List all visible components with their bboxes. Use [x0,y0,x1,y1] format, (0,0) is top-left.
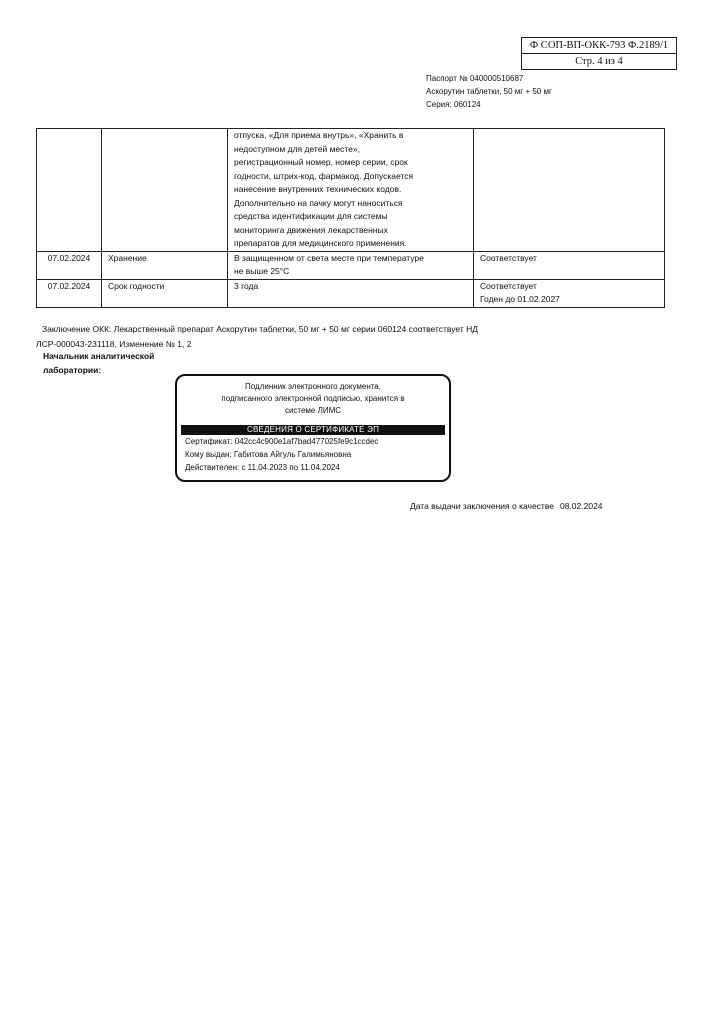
page-number: Стр. 4 из 4 [575,56,623,67]
stamp-notice [177,376,449,425]
passport-number: Паспорт № 040000510687 [426,74,524,83]
issue-date: 08.02.2024 [559,501,603,511]
form-code: Ф СОП-ВП-ОКК-793 Ф.2189/1 [522,38,676,54]
table-row [37,129,665,252]
date-cell [37,129,102,252]
series-number: Серия: 060124 [426,100,481,109]
table-row [37,251,665,279]
table-row [37,279,665,307]
product-name: Аскорутин таблетки, 50 мг + 50 мг [426,87,552,96]
date-cell: 07.02.2024 [37,251,102,279]
qc-conclusion: Заключение ОКК: Лекарственный препарат Аскорутин таблетки, 50 мг + 50 мг серии 060124 соответствует НД ЛСР-000043-231118, Изменение № 1, 2 [36,324,479,349]
indicator-cell: Срок годности [102,279,228,307]
signatory-line-1: Начальник аналитической [43,351,155,361]
stamp-line-2: подписанного электронной подписью, хранится в [221,394,405,403]
certificate-number: Сертификат: 042cc4c900e1af7bad477025fe9c1ccdec [185,437,379,446]
certificate-owner: Кому выдан: Габитова Айгуль Галимьяновна [185,450,352,459]
issue-date-label: Дата выдачи заключения о качестве [410,501,554,511]
e-signature-stamp [175,374,451,482]
indicator-cell [102,129,228,252]
result-cell: Соответствует [474,251,665,279]
stamp-line-1: Подлинник электронного документа, [245,382,381,391]
certificate-band: СВЕДЕНИЯ О СЕРТИФИКАТЕ ЭП [181,425,445,435]
stamp-line-3: системе ЛИМС [284,406,342,415]
requirement-cell: отпуска, «Для приема внутрь», «Хранить в недоступном для детей месте», регистрационный номер, номер серии, срок годности, штрих-код, фармакод. Допускается нанесение внутренних технических кодов. Дополнительно на пачку могут наноситься средства идентификации для системы мониторинга движения лекарственных препаратов для медицинского применения. [228,129,474,252]
test-results-table [36,128,665,308]
date-cell: 07.02.2024 [37,279,102,307]
passport-block [426,72,552,111]
signatory-title [43,349,154,377]
form-code-box [521,37,677,70]
result-cell [474,129,665,252]
requirement-cell: 3 года [228,279,474,307]
signatory-line-2: лаборатории: [43,365,102,375]
result-cell: Соответствует Годен до 01.02.2027 [474,279,665,307]
issue-date-line [410,501,603,511]
requirement-cell: В защищенном от света месте при температуре не выше 25°С [228,251,474,279]
certificate-validity: Действителен: с 11.04.2023 по 11.04.2024 [185,463,340,472]
indicator-cell: Хранение [102,251,228,279]
